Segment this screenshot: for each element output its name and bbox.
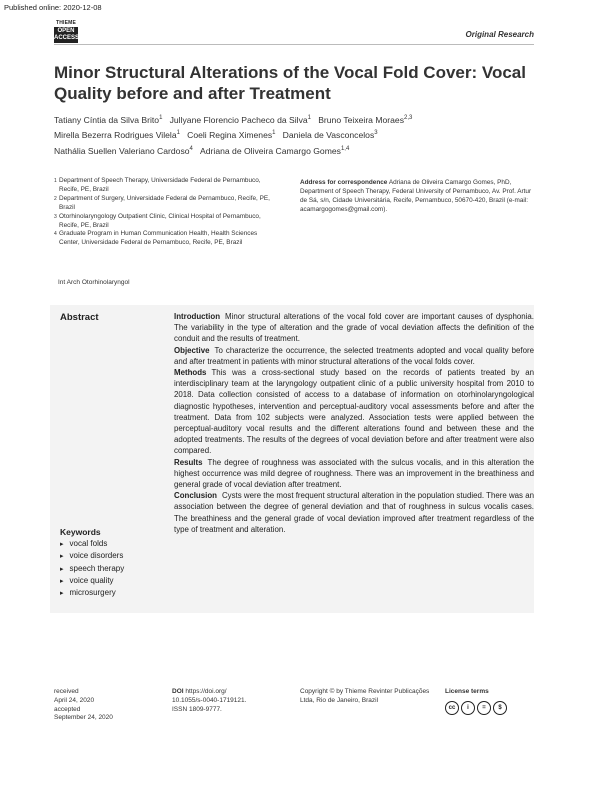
correspondence-label: Address for correspondence <box>300 179 388 186</box>
logo-box <box>54 27 78 43</box>
article-category: Original Research <box>465 30 534 39</box>
author-affiliation-sup: 1 <box>272 130 276 137</box>
author-affiliation-sup: 1 <box>159 115 163 121</box>
author-list <box>54 112 534 158</box>
author-affiliation-sup: 1 <box>176 130 180 137</box>
author-line <box>54 127 534 142</box>
license-label: License terms <box>445 688 489 695</box>
doi-link[interactable]: https://doi.org/ <box>185 688 227 695</box>
accepted-date: September 24, 2020 <box>54 714 113 722</box>
abstract-section-text: Minor structural alterations of the vocal fold cover are important causes of dysphonia. The variability in the type of alteration and the grade of vocal deviation affects the definition of the conduit and the results of treatment. <box>174 312 534 344</box>
author-line <box>54 143 534 158</box>
affiliation-text: Department of Speech Therapy, Universidade Federal de Pernambuco, Recife, PE, Brazil <box>59 177 261 193</box>
affiliation-text: Department of Surgery, Universidade Federal de Pernambuco, Recife, PE, Brazil <box>59 194 270 211</box>
affiliation-text: Graduate Program in Human Communication Health, Health Sciences Center, Universidade Federal de Pernambuco, Recife, PE, Brazil <box>59 230 258 247</box>
affiliation-number: 3 <box>54 213 57 220</box>
doi-number: 10.1055/s-0040-1719121. <box>172 696 247 704</box>
abstract-section <box>174 367 534 457</box>
keyword-item: ▸ vocal folds <box>60 538 124 550</box>
correspondence <box>300 179 534 215</box>
affiliation-item <box>54 213 279 231</box>
abstract-section <box>174 345 534 367</box>
logo-top-text: THIEME <box>55 20 77 26</box>
abstract-section-text: To characterize the occurrence, the selected treatments adopted and vocal quality before and after treatment in patients with minor structural alterations of the vocal folds cover. <box>174 345 534 366</box>
author-name: Tatiany Cíntia da Silva Brito <box>54 114 160 125</box>
logo-line2: ACCESS <box>54 35 80 41</box>
author-affiliation-sup: 1,4 <box>340 145 350 152</box>
author-affiliation-sup: 3 <box>374 130 378 137</box>
abstract-section-label: Results <box>174 457 203 467</box>
keywords-heading: Keywords <box>60 527 101 537</box>
abstract-section-text: The degree of roughness was associated with the sulcus vocalis, and in this alteration the highest occurrence was mild degree of roughness. There was an improvement in the breathiness and general grade of vocal deviation after treatment. <box>174 457 534 490</box>
by-icon: i <box>461 701 475 715</box>
author-affiliation-sup: 4 <box>189 145 193 152</box>
nd-icon: = <box>477 701 491 715</box>
abstract-section-text: Cysts were the most frequent structural alteration in the population studied. There was an association between the degree of general deviation and that of roughness in sulcus vocalis cases. The breathiness and the general grade of vocal deviation improved after treatment regardless of the type of treatment and alteration. <box>174 491 534 534</box>
affiliations <box>54 177 279 248</box>
abstract-section <box>174 311 534 345</box>
keyword-item: ▸ voice quality <box>60 575 124 587</box>
copyright: Copyright © by Thieme Revinter Publicações Ltda, Rio de Janeiro, Brazil <box>300 688 430 704</box>
abstract-text <box>174 311 534 535</box>
keyword-item: ▸ speech therapy <box>60 563 124 575</box>
abstract-section-label: Methods <box>174 368 207 378</box>
author-name: Daniela de Vasconcelos <box>282 130 375 141</box>
header-rule <box>54 44 534 45</box>
affiliation-item <box>54 195 279 213</box>
doi-label: DOI <box>172 688 184 695</box>
received-date: April 24, 2020 <box>54 696 95 704</box>
affiliation-text: Otorhinolaryngology Outpatient Clinic, Clinical Hospital of Pernambuco, Recife, PE, Brazil <box>59 212 261 229</box>
abstract-section-label: Introduction <box>174 312 221 321</box>
affiliation-number: 1 <box>54 178 57 184</box>
journal-name: Int Arch Otorhinolaryngol <box>58 279 130 286</box>
issn: ISSN 1809-9777. <box>172 705 222 713</box>
author-name: Bruno Teixeira Moraes <box>318 114 405 125</box>
abstract-heading: Abstract <box>60 312 99 323</box>
author-name: Adriana de Oliveira Camargo Gomes <box>200 145 341 156</box>
abstract-section-text: This was a cross-sectional study based on the records of patients treated by an interdisciplinary team at the laryngology outpatient clinic of a public university hospital from 2010 to 2018. Data collection consisted of access to a database of information on otorhinolaryngological diagnostic hypotheses, intervention and perceptual-auditory vocal assessments before and after the treatment. Data from 102 subjects were analyzed. Association tests were applied between the perceptual-auditory vocal results and the different alterations found and between these and the adopted treatments. The results of the degrees of vocal deviation before and after treatment were also compared. <box>174 368 534 456</box>
cc-icon: cc <box>445 701 459 715</box>
doi-block <box>172 688 282 714</box>
article-title: Minor Structural Alterations of the Vocal Fold Cover: Vocal Quality before and after Treatment <box>54 63 526 103</box>
abstract-section <box>174 490 534 535</box>
affiliation-item <box>54 230 279 248</box>
author-affiliation-sup: 2,3 <box>404 115 413 121</box>
author-name: Jullyane Florencio Pacheco da Silva <box>169 114 308 125</box>
affiliation-number: 2 <box>54 195 57 202</box>
affiliation-item <box>54 177 279 195</box>
author-name: Mirella Bezerra Rodrigues Vilela <box>54 130 177 141</box>
keyword-item: ▸ microsurgery <box>60 587 124 599</box>
received-label: received <box>54 688 79 695</box>
logo-line1: OPEN <box>57 28 75 34</box>
author-name: Coeli Regina Ximenes <box>187 130 273 141</box>
correspondence-text: Adriana de Oliveira Camargo Gomes, PhD, Department of Speech Therapy, Federal University of Pernambuco, Av. Prof. Artur de Sá, s/n, Cidade Universitária, Recife, Pernambuco, 50670-420, Brazil (e-mail: acamargogomes@gmail.com). <box>300 179 532 213</box>
abstract-section <box>174 457 534 491</box>
nc-icon: $ <box>493 701 507 715</box>
article-dates <box>54 688 144 723</box>
abstract-box <box>50 305 534 613</box>
accepted-label: accepted <box>54 705 81 713</box>
license-icons[interactable] <box>445 701 535 715</box>
abstract-section-label: Conclusion <box>174 491 217 501</box>
keywords <box>60 527 124 599</box>
abstract-section-label: Objective <box>174 345 210 355</box>
author-name: Nathália Suellen Valeriano Cardoso <box>54 145 190 156</box>
license <box>445 688 535 715</box>
author-affiliation-sup: 1 <box>307 115 312 121</box>
published-online-date: Published online: 2020-12-08 <box>4 3 102 12</box>
keyword-item: ▸ voice disorders <box>60 550 124 562</box>
author-line <box>54 112 534 127</box>
affiliation-number: 4 <box>54 231 57 238</box>
